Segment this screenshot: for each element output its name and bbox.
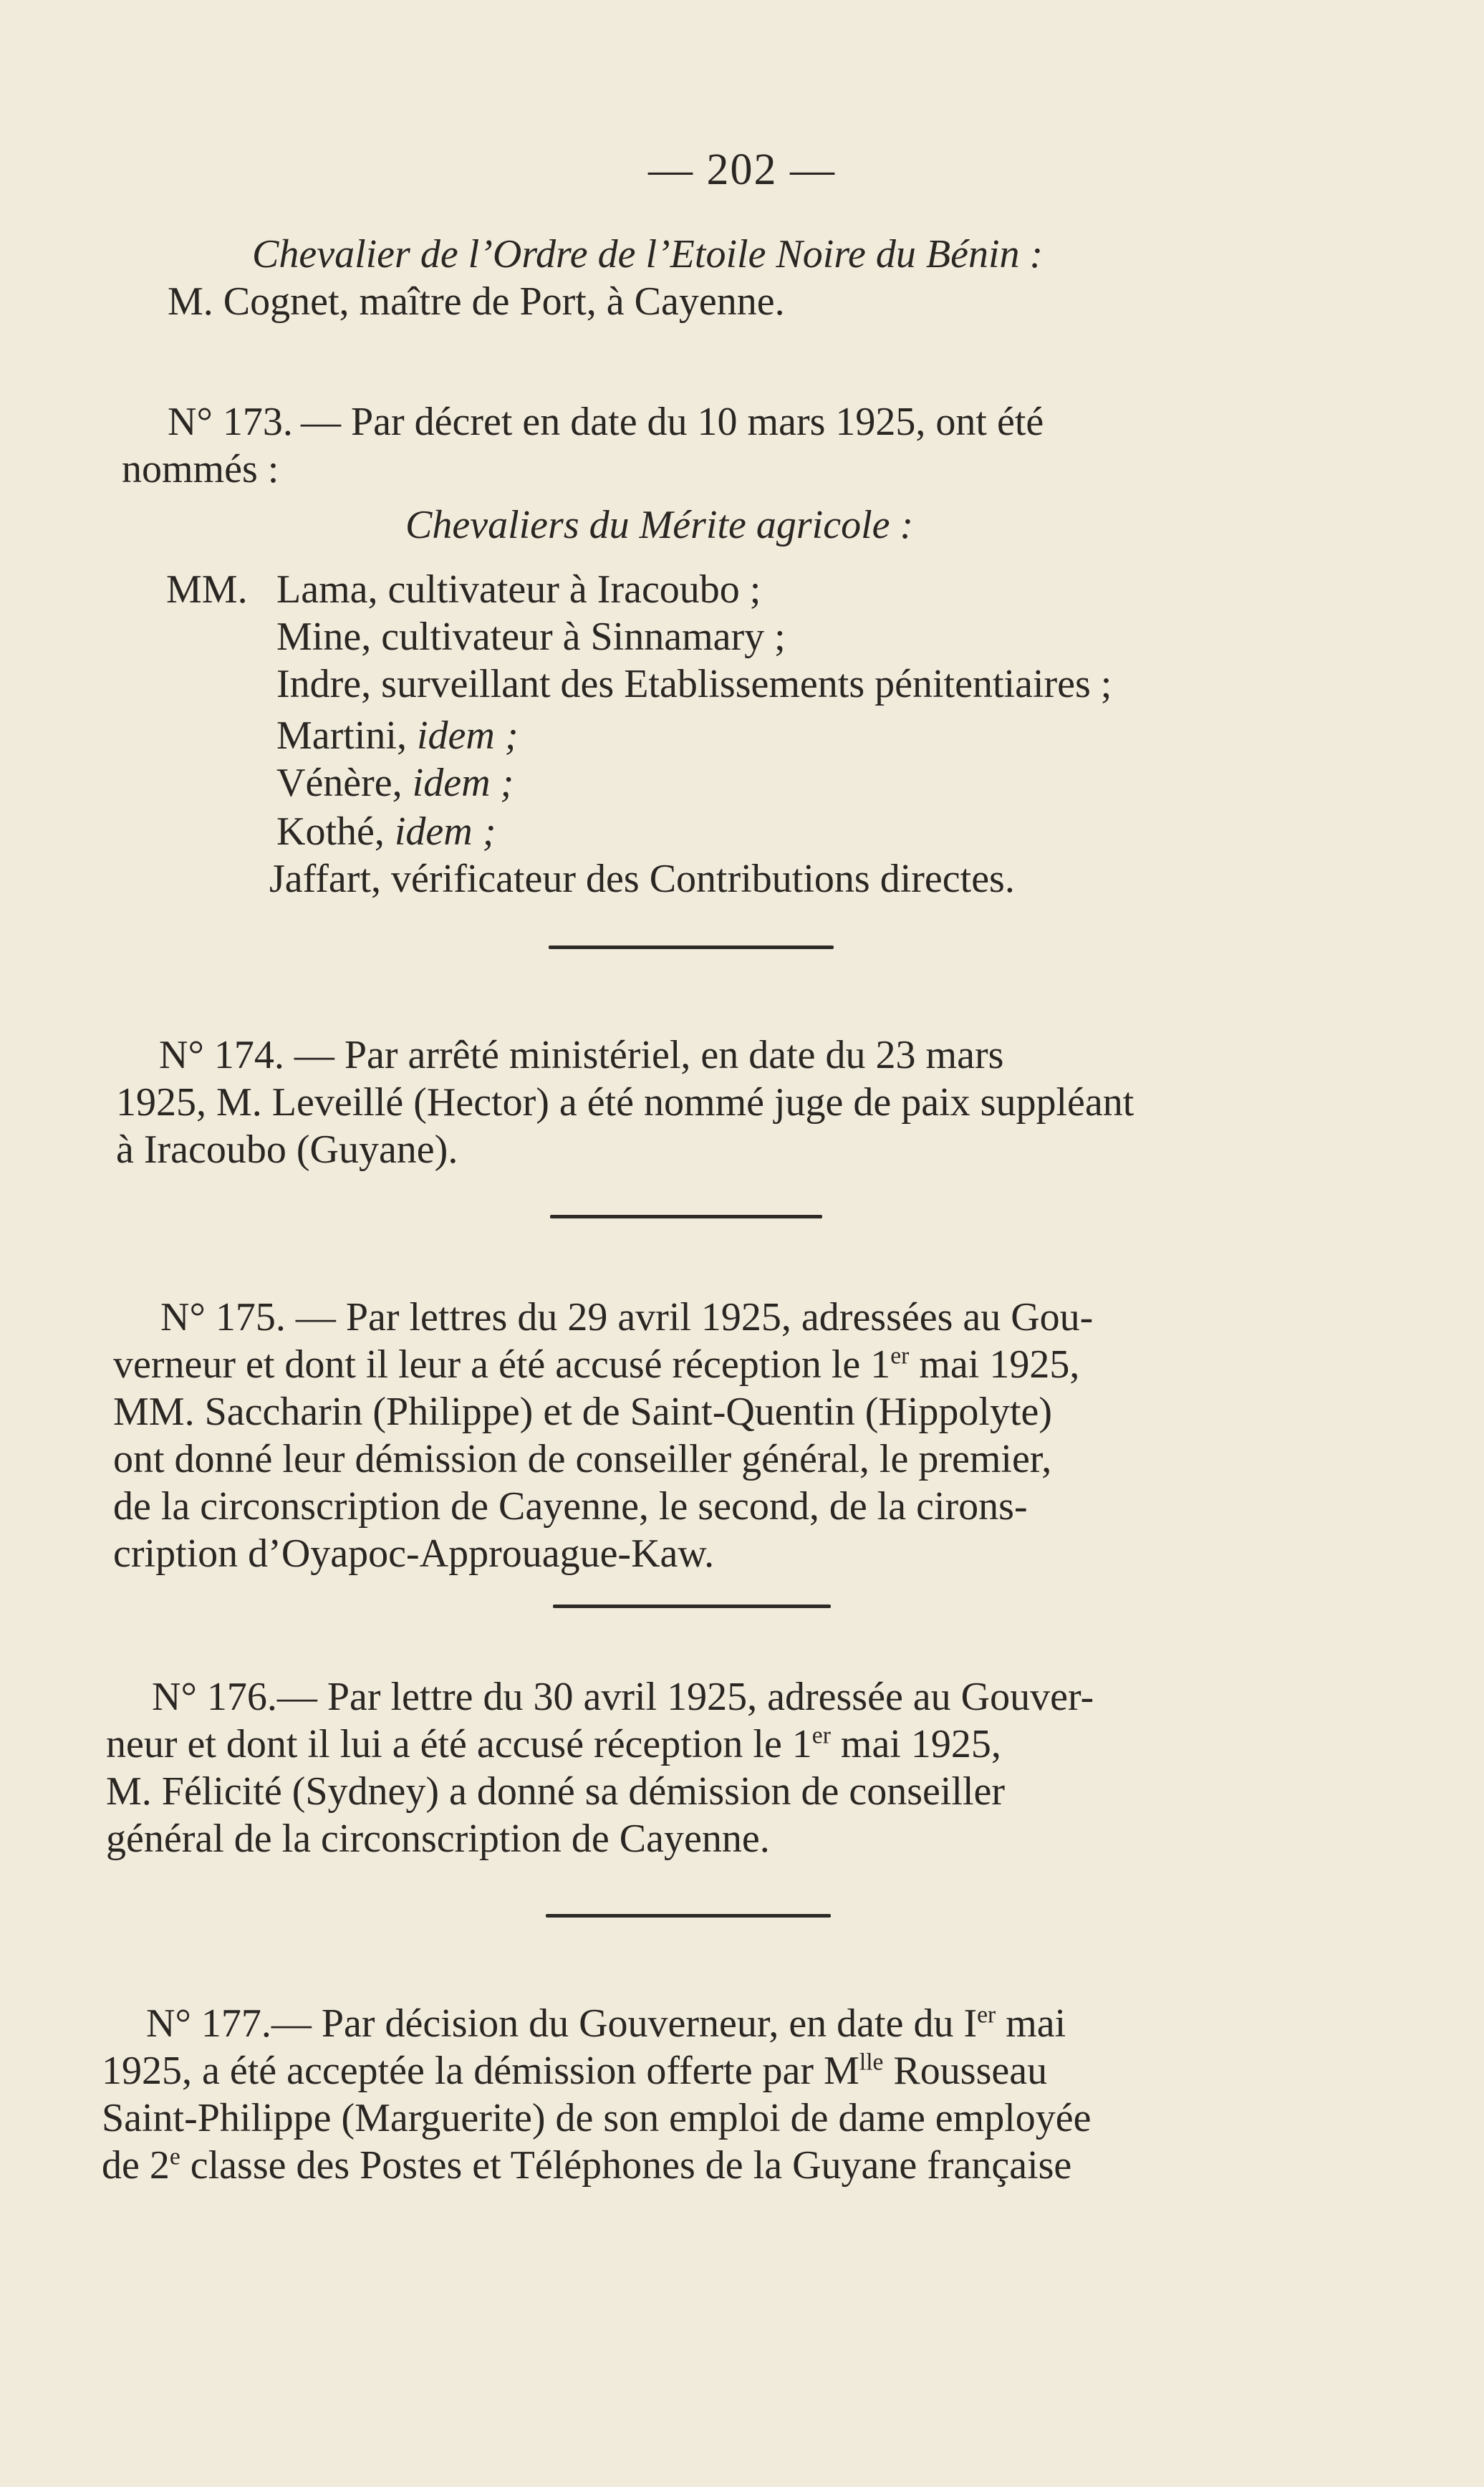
superscript: e (169, 2143, 180, 2170)
entry-name: Martini, (276, 713, 407, 758)
n173-intro-line2: nommés : (122, 447, 279, 491)
text-run: verneur et dont il leur a été accusé réception le 1 (113, 1342, 891, 1387)
n175-line6: cription d’Oyapoc-Approuague-Kaw. (113, 1531, 715, 1576)
n173-mm: MM. (166, 567, 248, 612)
superscript: er (977, 2001, 996, 2029)
text-run: mai 1925, (830, 1722, 1001, 1766)
n173-entry (276, 566, 761, 613)
n173-intro: — Par décret en date du 10 mars 1925, ont été (301, 400, 1044, 444)
etoile-heading: Chevalier de l’Ordre de l’Etoile Noire du Bénin : (252, 232, 1044, 276)
text-run: 1925, a été acceptée la démission offerte par M (102, 2049, 859, 2093)
n175-line2 (113, 1341, 1079, 1388)
entry-desc: cultivateur à Iracoubo ; (387, 567, 761, 612)
n176-line3: M. Félicité (Sydney) a donné sa démission de conseiller (106, 1769, 1006, 1814)
n177-line4 (102, 2142, 1071, 2189)
n173-heading: Chevaliers du Mérite agricole : (405, 503, 914, 547)
text-run: N° 177.— Par décision du Gouverneur, en date du I (146, 2001, 978, 2046)
n173-entry (276, 759, 514, 807)
entry-name: Indre, (276, 662, 372, 706)
n177-line3: Saint-Philippe (Marguerite) de son emploi de dame employée (102, 2096, 1092, 2140)
entry-desc: surveillant des Etablissements pénitentiaires ; (381, 662, 1112, 706)
n173-entry (276, 613, 786, 660)
n173-entry (269, 855, 1015, 903)
superscript: er (811, 1722, 831, 1749)
text-run: neur et dont il lui a été accusé réception le 1 (106, 1722, 812, 1766)
entry-name: Vénère, (276, 761, 403, 805)
n173-entry (276, 712, 519, 759)
superscript: er (890, 1342, 910, 1370)
section-divider (549, 946, 834, 949)
superscript: lle (859, 2049, 884, 2076)
page-number: — 202 — (648, 145, 836, 194)
entry-name: Kothé, (276, 809, 385, 854)
text-run: de 2 (102, 2143, 170, 2188)
entry-name: Lama, (276, 567, 378, 612)
entry-desc: idem ; (412, 761, 514, 805)
n176-line4: général de la circonscription de Cayenne. (106, 1817, 770, 1861)
entry-desc: idem ; (394, 809, 496, 854)
text-run: classe des Postes et Téléphones de la Guyane française (180, 2143, 1072, 2188)
n173-entry (276, 808, 496, 855)
entry-desc: idem ; (416, 713, 519, 758)
entry-name: Jaffart, (269, 857, 381, 901)
n175-line4: ont donné leur démission de conseiller général, le premier, (113, 1437, 1052, 1481)
n173-entry (276, 660, 1112, 708)
n175-line1: N° 175. — Par lettres du 29 avril 1925, adressées au Gou- (160, 1295, 1094, 1339)
entry-name: Mine, (276, 615, 372, 659)
section-divider (553, 1605, 831, 1608)
section-divider (546, 1914, 831, 1918)
text-run: mai (996, 2001, 1066, 2046)
text-run: Rousseau (883, 2049, 1048, 2093)
n177-line1 (146, 2000, 1066, 2047)
entry-desc: cultivateur à Sinnamary ; (381, 615, 786, 659)
section-divider (550, 1215, 822, 1218)
n176-line2 (106, 1721, 1001, 1768)
n173-number: N° 173. (168, 400, 293, 444)
n175-line5: de la circonscription de Cayenne, le second, de la cirons- (113, 1484, 1028, 1529)
entry-desc: vérificateur des Contributions directes. (391, 857, 1015, 901)
n174-line1: N° 174. — Par arrêté ministériel, en date du 23 mars (159, 1033, 1004, 1077)
n177-line2 (102, 2047, 1047, 2094)
n175-line3: MM. Saccharin (Philippe) et de Saint-Quentin (Hippolyte) (113, 1390, 1053, 1434)
n174-line3: à Iracoubo (Guyane). (116, 1127, 458, 1172)
n176-line1: N° 176.— Par lettre du 30 avril 1925, adressée au Gouver- (152, 1675, 1094, 1719)
etoile-line: M. Cognet, maître de Port, à Cayenne. (168, 279, 785, 324)
n174-line2: 1925, M. Leveillé (Hector) a été nommé juge de paix suppléant (116, 1080, 1134, 1125)
text-run: mai 1925, (909, 1342, 1080, 1387)
